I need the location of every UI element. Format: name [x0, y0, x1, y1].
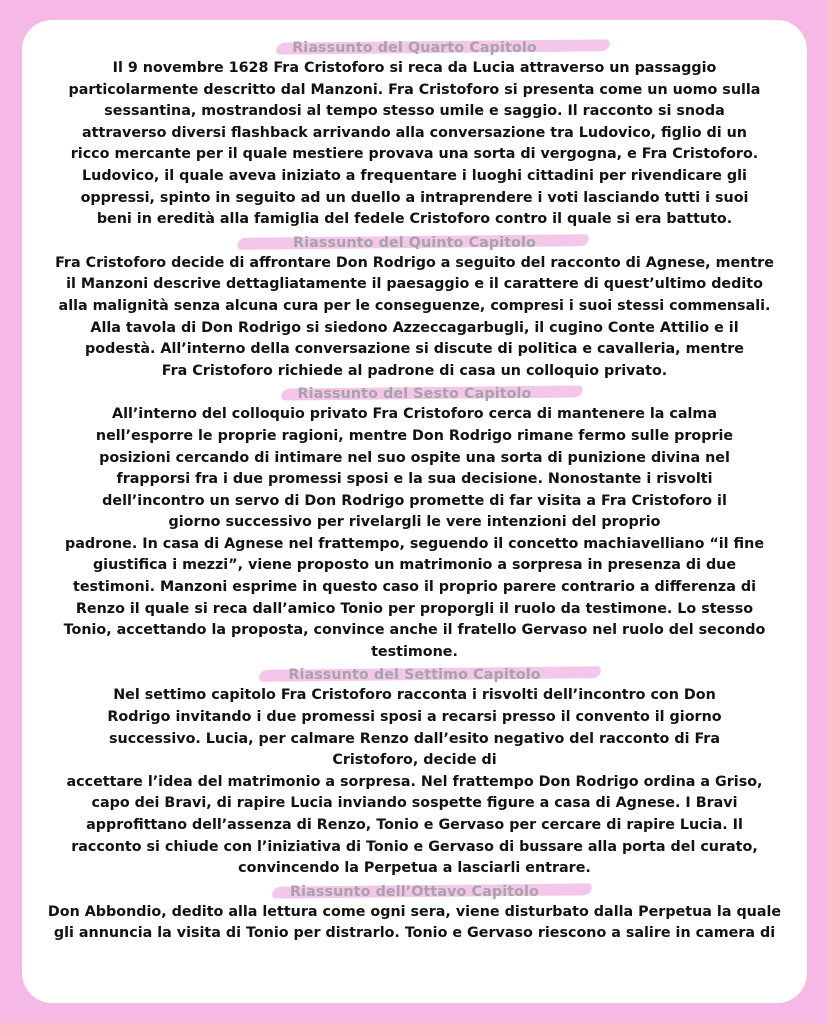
- section-paragraph: Fra Cristoforo decide di affrontare Don Rodrigo a seguito del racconto di Agnese, mentre il Manzoni descrive dettagliatamente il paesaggio e il carattere di quest’ultimo dedito alla malignità senza alcuna cura per le conseguenze, compresi i suoi stessi commensali.: [55, 254, 774, 314]
- section-heading: [30, 36, 799, 58]
- section-paragraph: Don Abbondio, dedito alla lettura come ogni sera, viene disturbato dalla Perpetua la quale gli annuncia la visita di Tonio per distrarlo. Tonio e Gervaso riescono a salire in camera di: [47, 903, 782, 942]
- section-quinto-capitolo: [30, 231, 799, 383]
- section-heading-text: Riassunto del Quinto Capitolo: [293, 234, 536, 251]
- section-heading-text: Riassunto del Settimo Capitolo: [288, 667, 541, 684]
- section-settimo-capitolo: [30, 663, 799, 879]
- section-quarto-capitolo: [30, 36, 799, 231]
- section-heading: [30, 663, 799, 685]
- document-card: [22, 20, 807, 1003]
- section-heading-text: Riassunto dell’Ottavo Capitolo: [290, 883, 539, 900]
- section-sesto-capitolo: [30, 382, 799, 663]
- section-heading: [30, 382, 799, 404]
- section-paragraph: Alla tavola di Don Rodrigo si siedono Azzeccagarbugli, il cugino Conte Attilio e il podestà. All’interno della conversazione si discute di politica e cavalleria, mentre Fra Cristoforo richiede al padrone di casa un colloquio privato.: [85, 319, 744, 379]
- section-heading-text: Riassunto del Sesto Capitolo: [297, 386, 532, 403]
- section-paragraph: accettare l’idea del matrimonio a sorpresa. Nel frattempo Don Rodrigo ordina a Griso, capo dei Bravi, di rapire Lucia inviando sospette figure a casa di Agnese. I Bravi approfittano dell’assenza di Renzo, Tonio e Gervaso per cercare di rapire Lucia. Il racconto si chiude con l’iniziativa di Tonio e Gervaso di bussare alla porta del curato, convincendo la Perpetua a lasciarli entrare.: [66, 773, 763, 877]
- section-paragraph: padrone. In casa di Agnese nel frattempo, seguendo il concetto machiavelliano “il fine giustifica i mezzi”, viene proposto un matrimonio a sorpresa in presenza di due testimoni. Manzoni esprime in questo caso il proprio parere contrario a differenza di Renzo il quale si reca dall’amico Tonio per proporgli il ruolo da testimone. Lo stesso Tonio, accettando la proposta, convince anche il fratello Gervaso nel ruolo del secondo testimone.: [63, 535, 766, 660]
- section-ottavo-capitolo: [30, 880, 799, 945]
- section-heading: [30, 880, 799, 902]
- section-paragraph: All’interno del colloquio privato Fra Cristoforo cerca di mantenere la calma nell’esporre le proprie ragioni, mentre Don Rodrigo rimane fermo sulle proprie posizioni cercando di intimare nel suo ospite una sorta di punizione divina nel frapporsi fra i due promessi sposi e la sua decisione. Nonostante i risvolti dell’incontro un servo di Don Rodrigo promette di far visita a Fra Cristoforo il giorno successivo per rivelargli le vere intenzioni del proprio: [95, 406, 734, 531]
- section-paragraph: Nel settimo capitolo Fra Cristoforo racconta i risvolti dell’incontro con Don Rodrigo invitando i due promessi sposi a recarsi presso il convento il giorno successivo. Lucia, per calmare Renzo dall’esito negativo del racconto di Fra Cristoforo, decide di: [107, 687, 722, 769]
- section-heading-text: Riassunto del Quarto Capitolo: [292, 40, 537, 56]
- section-paragraph: Il 9 novembre 1628 Fra Cristoforo si reca da Lucia attraverso un passaggio particolarmente descritto dal Manzoni. Fra Cristoforo si presenta come un uomo sulla sessantina, mostrandosi al tempo stesso umile e saggio. Il racconto si snoda attraverso diversi flashback arrivando alla conversazione tra Ludovico, figlio di un ricco mercante per il quale mestiere provava una sorta di vergogna, e Fra Cristoforo. Ludovico, il quale aveva iniziato a frequentare i luoghi cittadini per rivendicare gli oppressi, spinto in seguito ad un duello a intraprendere i voti lasciando tutti i suoi beni in eredità alla famiglia del fedele Cristoforo contro il quale si era battuto.: [68, 60, 761, 228]
- section-heading: [30, 231, 799, 253]
